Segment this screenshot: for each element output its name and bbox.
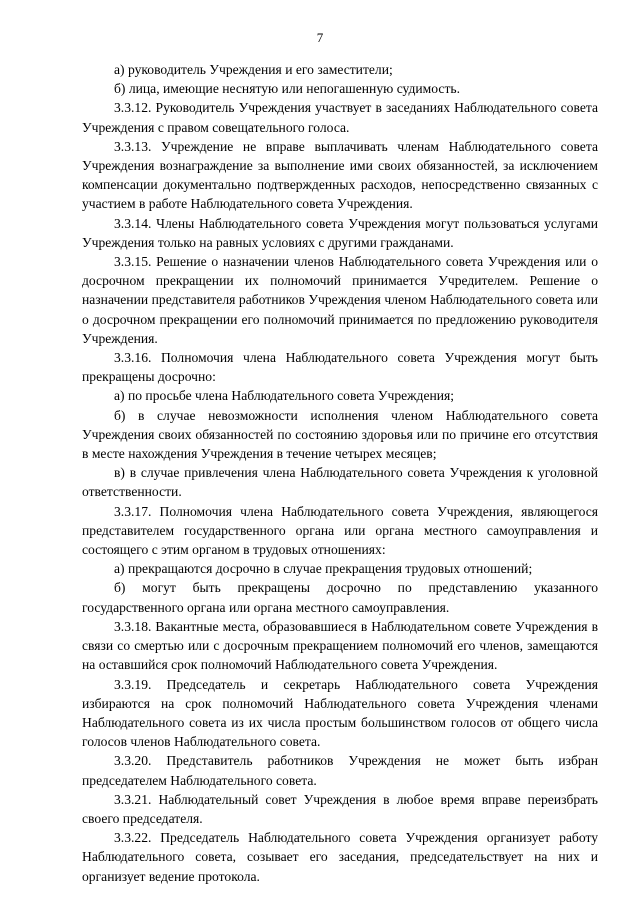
paragraph-3-3-16-v: в) в случае привлечения члена Наблюдательного совета Учреждения к уголовной ответственности. [82, 465, 598, 500]
paragraph-3-3-19: 3.3.19. Председатель и секретарь Наблюдательного совета Учреждения избираются на срок полномочий Наблюдательного совета Учреждения членами Наблюдательного совета из их числа простым большинством голосов от общего числа голосов членов Наблюдательного совета. [82, 676, 598, 750]
document-body [82, 60, 598, 886]
paragraph-3-3-12: 3.3.12. Руководитель Учреждения участвует в заседаниях Наблюдательного совета Учреждения с правом совещательного голоса. [82, 100, 598, 135]
paragraph-3-3-13: 3.3.13. Учреждение не вправе выплачивать членам Наблюдательного совета Учреждения вознаграждение за выполнение ими своих обязанностей, за исключением компенсации документально подтвержденных расходов, непосредственно связанных с участием в работе Наблюдательного совета Учреждения. [82, 138, 598, 212]
paragraph-3-3-16: 3.3.16. Полномочия члена Наблюдательного совета Учреждения могут быть прекращены досрочно: [82, 350, 598, 385]
paragraph-3-3-15: 3.3.15. Решение о назначении членов Наблюдательного совета Учреждения или о досрочном прекращении их полномочий принимается Учредителем. Решение о назначении представителя работников Учреждения членом Наблюдательного совета или о досрочном прекращении его полномочий принимается по предложению руководителя Учреждения. [82, 254, 598, 346]
paragraph-3-3-18: 3.3.18. Вакантные места, образовавшиеся в Наблюдательном совете Учреждения в связи со смертью или с досрочным прекращением полномочий его членов, замещаются на оставшийся срок полномочий Наблюдательного совета Учреждения. [82, 618, 598, 673]
page-number: 7 [316, 30, 324, 45]
paragraph-3-3-17-a: а) прекращаются досрочно в случае прекращения трудовых отношений; [114, 561, 533, 577]
paragraph-3-3-17-b: б) могут быть прекращены досрочно по представлению указанного государственного органа или органа местного самоуправления. [82, 580, 598, 615]
paragraph-3-3-16-b: б) в случае невозможности исполнения членом Наблюдательного совета Учреждения своих обязанностей по состоянию здоровья или по причине его отсутствия в месте нахождения Учреждения в течение четырех месяцев; [82, 407, 598, 462]
paragraph-3-3-21: 3.3.21. Наблюдательный совет Учреждения в любое время вправе переизбрать своего председателя. [82, 791, 598, 826]
paragraph-3-3-20: 3.3.20. Представитель работников Учреждения не может быть избран председателем Наблюдательного совета. [82, 753, 598, 788]
paragraph-3-3-14: 3.3.14. Члены Наблюдательного совета Учреждения могут пользоваться услугами Учреждения только на равных условиях с другими гражданами. [82, 215, 598, 250]
paragraph-3-3-11-a: а) руководитель Учреждения и его заместители; [114, 62, 393, 77]
paragraph-3-3-17: 3.3.17. Полномочия члена Наблюдательного совета Учреждения, являющегося представителем государственного органа или органа местного самоуправления и состоящего с этим органом в трудовых отношениях: [82, 503, 598, 558]
paragraph-3-3-16-a: а) по просьбе члена Наблюдательного совета Учреждения; [114, 388, 455, 404]
paragraph-3-3-11-b: б) лица, имеющие неснятую или непогашенную судимость. [114, 81, 460, 97]
paragraph-3-3-22: 3.3.22. Председатель Наблюдательного совета Учреждения организует работу Наблюдательного совета, созывает его заседания, председательствует на них и организует ведение протокола. [82, 830, 598, 884]
